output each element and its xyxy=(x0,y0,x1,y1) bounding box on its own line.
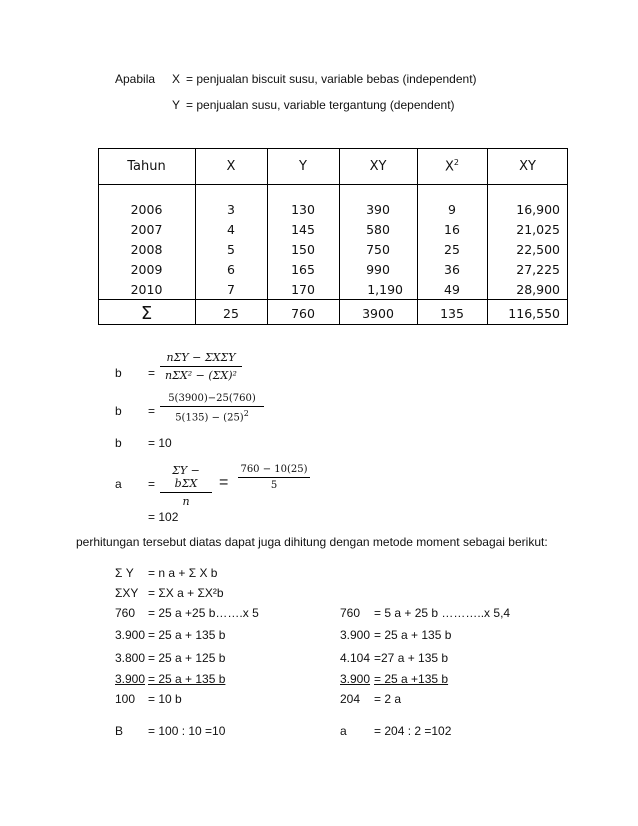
cell: 5 xyxy=(227,241,235,257)
left-row-3-lhs: 3.800 xyxy=(115,651,146,665)
b-denominator: nΣX² − (ΣX)² xyxy=(165,369,237,382)
equals-sign-large: = xyxy=(219,474,229,491)
b-formula-fraction xyxy=(160,351,242,382)
b2-denominator: 5(135) − (25) xyxy=(175,412,244,424)
right-row-6-lhs: a xyxy=(340,724,347,738)
cell: 165 xyxy=(291,261,315,277)
cell: 28,900 xyxy=(516,281,560,297)
right-row-5-rhs: = 2 a xyxy=(374,692,402,706)
cell: 2008 xyxy=(130,241,163,257)
header-x: X xyxy=(195,148,267,185)
left-row-2-rhs: = 25 a + 135 b xyxy=(148,628,226,642)
cell: 2010 xyxy=(130,281,163,297)
cell: 3 xyxy=(227,201,235,217)
cell: 16,900 xyxy=(516,201,560,217)
right-row-3-lhs: 4.104 xyxy=(340,651,371,665)
cell: 9 xyxy=(448,201,456,217)
cell: 4 xyxy=(227,221,235,237)
b-result: = 10 xyxy=(148,436,172,450)
cell: 2007 xyxy=(130,221,163,237)
cell: 990 xyxy=(366,261,390,277)
left-row-2-lhs: 3.900 xyxy=(115,628,146,642)
right-row-1-lhs: 760 xyxy=(340,606,361,620)
column-divider xyxy=(417,148,418,325)
b2-denominator-wrap xyxy=(160,409,264,423)
left-row-4-lhs: 3.900 xyxy=(115,672,146,686)
cell: 2006 xyxy=(130,201,163,217)
y-description: = penjualan susu, variable tergantung (dependent) xyxy=(186,98,455,112)
cell: 3900 xyxy=(339,300,417,328)
sigma-symbol: Σ xyxy=(98,300,195,328)
cell: 135 xyxy=(417,300,487,328)
eq2-rhs: = ΣX a + ΣX²b xyxy=(148,586,224,600)
a-numerator: ΣY − bΣX xyxy=(172,464,200,490)
b2-numerator: 5(3900)−25(760) xyxy=(168,393,256,404)
table-row xyxy=(98,259,568,279)
cell: 170 xyxy=(291,281,315,297)
b-label-3: b xyxy=(115,436,122,450)
cell: 1,190 xyxy=(367,281,403,297)
cell: 150 xyxy=(291,241,315,257)
left-row-6-rhs: = 100 : 10 =10 xyxy=(148,724,226,738)
left-row-5-lhs: 100 xyxy=(115,692,136,706)
sum-row xyxy=(98,300,568,328)
cell: 22,500 xyxy=(516,241,560,257)
column-divider xyxy=(339,148,340,325)
cell: 116,550 xyxy=(487,300,568,328)
header-xy-2: XY xyxy=(487,148,568,185)
cell: 750 xyxy=(366,241,390,257)
cell: 7 xyxy=(227,281,235,297)
a-label: a xyxy=(115,477,122,491)
a2-denominator: 5 xyxy=(270,480,278,491)
right-row-2-rhs: = 25 a + 135 b xyxy=(374,628,452,642)
table-row xyxy=(98,239,568,259)
equals-sign: = xyxy=(148,366,156,380)
header-tahun: Tahun xyxy=(98,148,195,185)
cell: 16 xyxy=(444,221,460,237)
cell: 49 xyxy=(444,281,460,297)
equals-sign: = xyxy=(148,477,156,491)
cell: 25 xyxy=(444,241,460,257)
cell: 21,025 xyxy=(516,221,560,237)
right-row-4-lhs: 3.900 xyxy=(340,672,371,686)
b-numerator: nΣY − ΣXΣY xyxy=(166,351,236,364)
right-row-6-rhs: = 204 : 2 =102 xyxy=(374,724,452,738)
b-substituted-fraction xyxy=(160,393,264,423)
moment-method-intro: perhitungan tersebut diatas dapat juga dihitung dengan metode moment sebagai berikut: xyxy=(76,535,548,549)
a-result: = 102 xyxy=(148,510,179,524)
column-divider xyxy=(195,148,196,325)
right-row-3-rhs: =27 a + 135 b xyxy=(374,651,449,665)
b2-den-sup: 2 xyxy=(243,409,249,418)
header-y: Y xyxy=(267,148,339,185)
right-row-4-rhs: = 25 a +135 b xyxy=(374,672,449,686)
table-row xyxy=(98,219,568,239)
table-row xyxy=(98,199,568,219)
cell: 760 xyxy=(267,300,339,328)
left-row-6-lhs: B xyxy=(115,724,124,738)
eq1-lhs: Σ Y xyxy=(115,566,134,580)
x-description: = penjualan biscuit susu, variable bebas (independent) xyxy=(186,72,477,86)
left-row-5-rhs: = 10 b xyxy=(148,692,182,706)
right-row-5-lhs: 204 xyxy=(340,692,361,706)
cell: 145 xyxy=(291,221,315,237)
column-divider xyxy=(487,148,488,325)
header-x-squared xyxy=(417,148,487,185)
cell: 27,225 xyxy=(516,261,560,277)
header-x2-sup: 2 xyxy=(453,157,459,167)
header-xy: XY xyxy=(339,148,417,185)
cell: 130 xyxy=(291,201,315,217)
a-substituted-fraction xyxy=(238,464,310,491)
right-row-2-lhs: 3.900 xyxy=(340,628,371,642)
a-denominator: n xyxy=(182,495,190,508)
a-formula-fraction xyxy=(160,464,212,508)
left-row-1-rhs: = 25 a +25 b…….x 5 xyxy=(148,606,259,620)
apabila-label: Apabila xyxy=(115,72,156,86)
left-row-4-rhs: = 25 a + 135 b xyxy=(148,672,226,686)
equals-sign: = xyxy=(148,404,156,418)
left-row-3-rhs: = 25 a + 125 b xyxy=(148,651,226,665)
eq2-lhs: ΣXY xyxy=(115,586,139,600)
left-row-1-lhs: 760 xyxy=(115,606,136,620)
column-divider xyxy=(267,148,268,325)
b-label-2: b xyxy=(115,404,122,418)
cell: 25 xyxy=(195,300,267,328)
table-row xyxy=(98,279,568,300)
table-header-row xyxy=(98,148,568,185)
cell: 580 xyxy=(366,221,390,237)
eq1-rhs: = n a + Σ X b xyxy=(148,566,218,580)
cell: 2009 xyxy=(130,261,163,277)
cell: 6 xyxy=(227,261,235,277)
header-x2-base: X xyxy=(445,159,454,175)
y-variable: Y xyxy=(172,98,181,112)
b-label-1: b xyxy=(115,366,122,380)
cell: 390 xyxy=(366,201,390,217)
right-row-1-rhs: = 5 a + 25 b ………..x 5,4 xyxy=(374,606,511,620)
x-variable: X xyxy=(172,72,181,86)
cell: 36 xyxy=(444,261,460,277)
regression-table xyxy=(98,148,568,327)
a2-numerator: 760 − 10(25) xyxy=(240,464,308,475)
